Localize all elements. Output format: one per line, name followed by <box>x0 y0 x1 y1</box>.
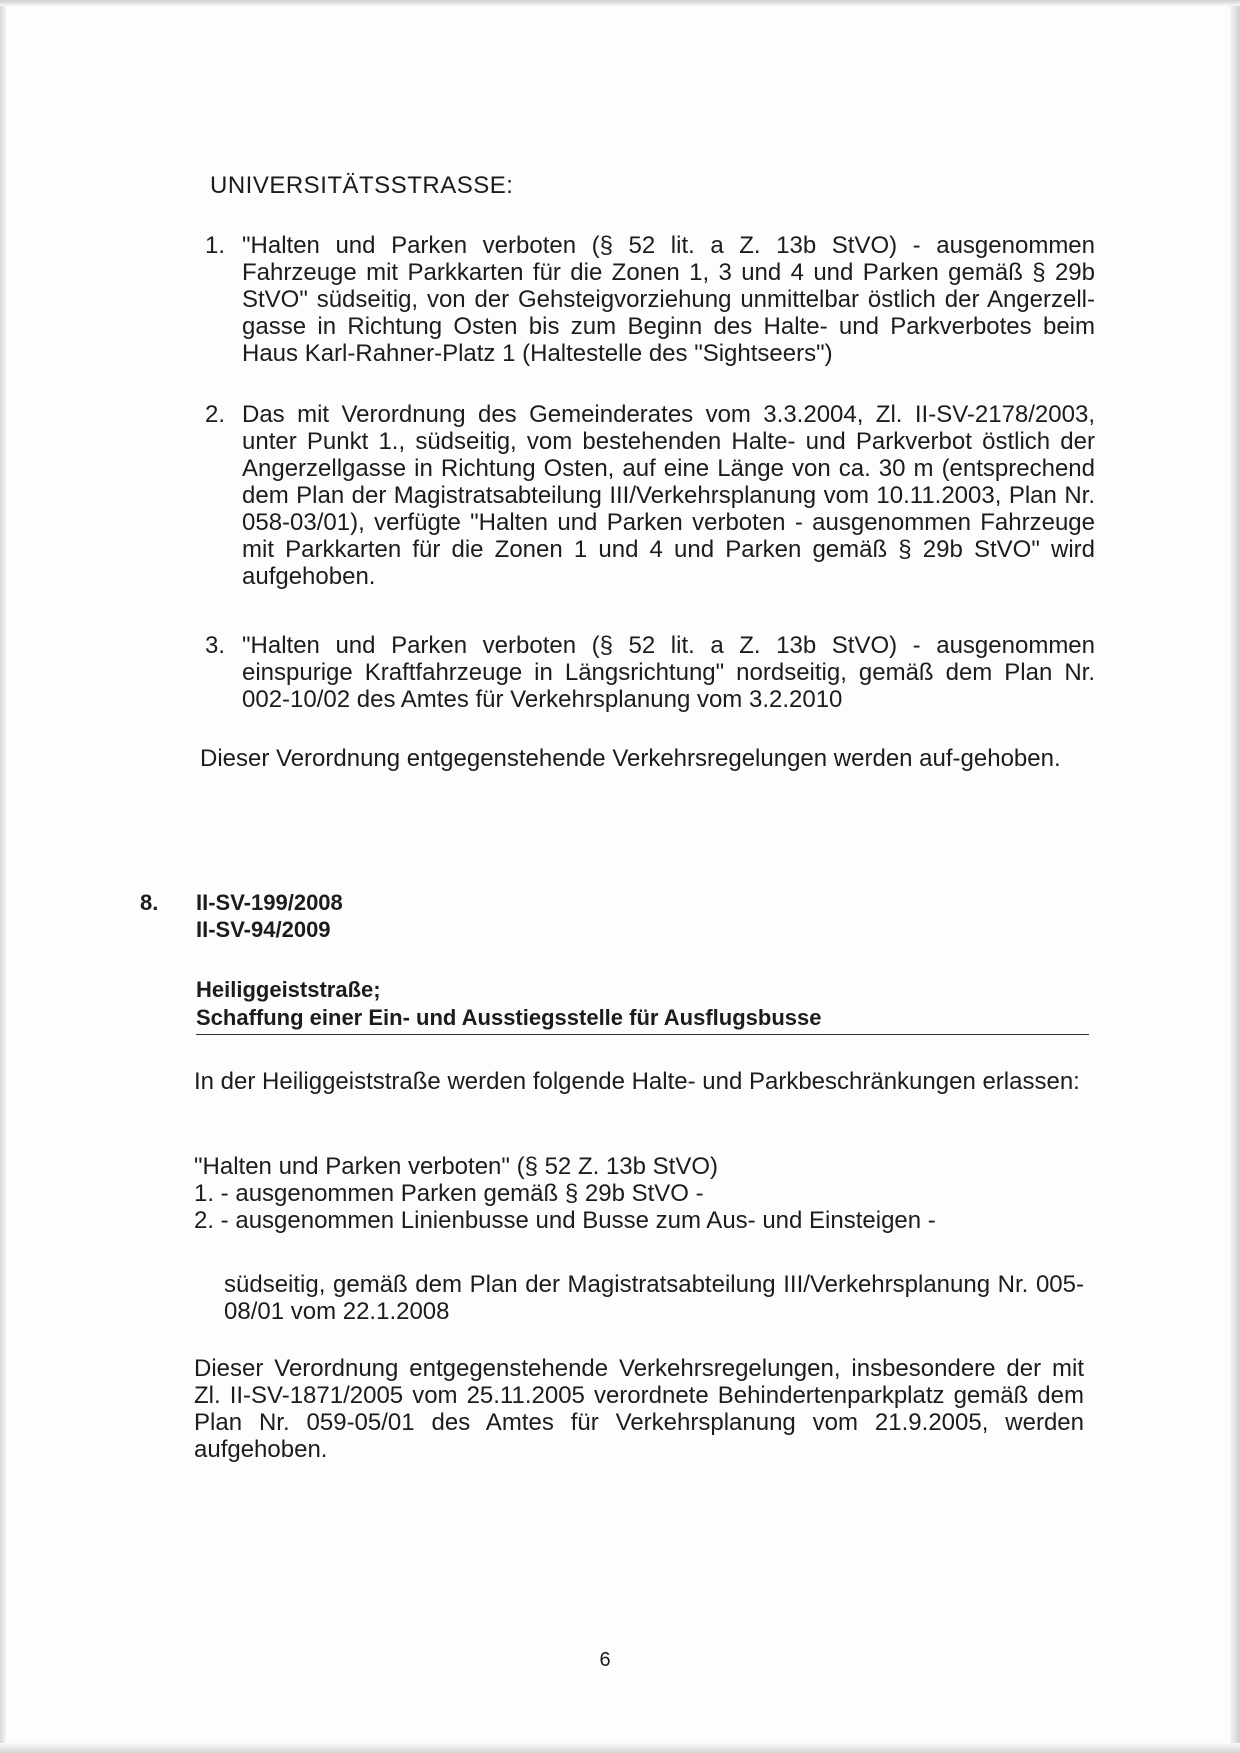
list-item-text: "Halten und Parken verboten (§ 52 lit. a Z. 13b StVO) - ausgenommen Fahrzeuge mit Parkkarten für die Zonen 1, 3 und 4 und Parken gemäß § 29b StVO" südseitig, von der Gehsteigvorziehung unmittelbar östlich der Angerzell-gasse in Richtung Osten bis zum Beginn des Halte- und Parkverbotes beim Haus Karl-Rahner-Platz 1 (Haltestelle des "Sightseers") <box>242 232 1095 367</box>
scan-edge-left <box>0 0 6 1753</box>
list-item-number: 1. <box>205 232 226 259</box>
scan-edge-bottom <box>0 1743 1240 1753</box>
repeal-paragraph: Dieser Verordnung entgegenstehende Verkehrsregelungen werden auf-gehoben. <box>200 745 1061 772</box>
scan-edge-right <box>1230 0 1240 1753</box>
section-title-street: Heiliggeiststraße; <box>196 977 381 1002</box>
section-title-subject: Schaffung einer Ein- und Ausstiegsstelle für Ausflugsbusse <box>196 1005 822 1030</box>
reference-number: II-SV-199/2008 <box>196 890 343 915</box>
intro-paragraph: In der Heiliggeiststraße werden folgende Halte- und Parkbeschränkungen erlassen: <box>194 1068 1080 1095</box>
list-item <box>205 232 1095 367</box>
section-title <box>196 976 1089 1035</box>
list-item-number: 2. <box>205 401 226 428</box>
regulation-line: "Halten und Parken verboten" (§ 52 Z. 13b StVO) <box>194 1153 718 1180</box>
exception-item: 2. - ausgenommen Linienbusse und Busse zum Aus- und Einsteigen - <box>194 1207 936 1234</box>
list-item-number: 3. <box>205 632 226 659</box>
reference-number: II-SV-94/2009 <box>196 917 331 942</box>
exception-list <box>194 1180 1084 1234</box>
scan-edge-top <box>0 0 1240 6</box>
list-item <box>205 401 1095 590</box>
exception-item: 1. - ausgenommen Parken gemäß § 29b StVO - <box>194 1180 704 1207</box>
section-references <box>196 889 343 943</box>
page-number: 6 <box>599 1649 611 1671</box>
list-item <box>205 632 1095 713</box>
repeal-paragraph: Dieser Verordnung entgegenstehende Verkehrsregelungen, insbesondere der mit Zl. II-SV-1871/2005 vom 25.11.2005 verordnete Behindertenparkplatz gemäß dem Plan Nr. 059-05/01 des Amtes für Verkehrsplanung vom 21.9.2005, werden aufgehoben. <box>194 1355 1084 1463</box>
list-item-text: "Halten und Parken verboten (§ 52 lit. a Z. 13b StVO) - ausgenommen einspurige Kraftfahrzeuge in Längsrichtung" nordseitig, gemäß dem Plan Nr. 002-10/02 des Amtes für Verkehrsplanung vom 3.2.2010 <box>242 632 1095 713</box>
list-item-text: Das mit Verordnung des Gemeinderates vom 3.3.2004, Zl. II-SV-2178/2003, unter Punkt 1., südseitig, vom bestehenden Halte- und Parkverbot östlich der Angerzellgasse in Richtung Osten, auf eine Länge von ca. 30 m (entsprechend dem Plan der Magistratsabteilung III/Verkehrsplanung vom 10.11.2003, Plan Nr. 058-03/01), verfügte "Halten und Parken verboten - ausgenommen Fahrzeuge mit Parkkarten für die Zonen 1 und 4 und Parken gemäß § 29b StVO" wird aufgehoben. <box>242 401 1095 590</box>
section-number: 8. <box>140 890 159 915</box>
location-paragraph: südseitig, gemäß dem Plan der Magistratsabteilung III/Verkehrsplanung Nr. 005-08/01 vom 22.1.2008 <box>224 1271 1084 1325</box>
street-heading: UNIVERSITÄTSSTRASSE: <box>210 172 514 199</box>
